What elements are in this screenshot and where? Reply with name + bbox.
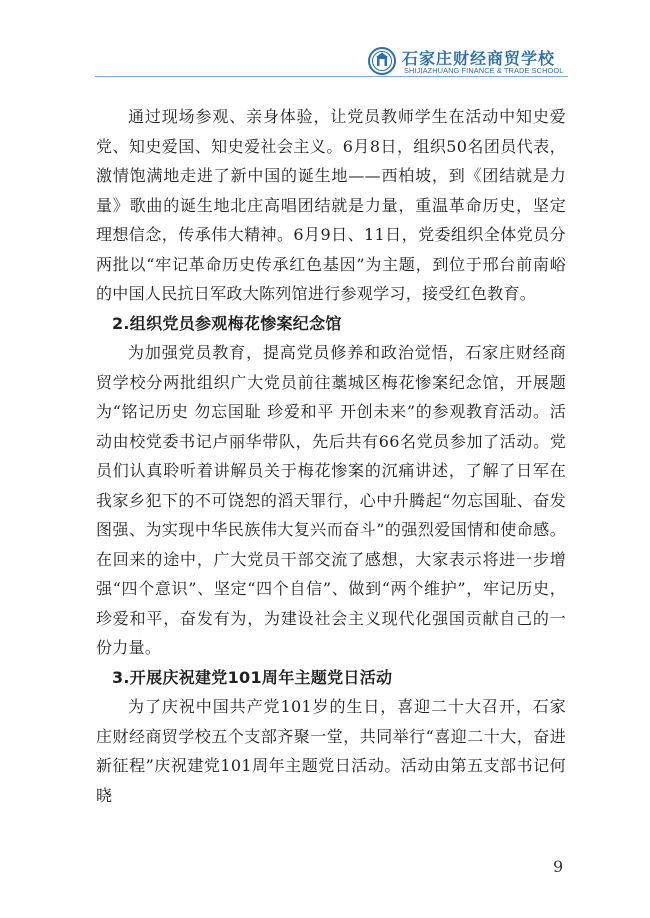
page-number: 9 bbox=[553, 857, 564, 876]
paragraph-3: 为了庆祝中国共产党101岁的生日，喜迎二十大召开，石家庄财经商贸学校五个支部齐聚一堂，共同举行“喜迎二十大，奋进新征程”庆祝建党101周年主题党日活动。活动由第五支部书记何晓 bbox=[96, 697, 566, 805]
paragraph-1: 通过现场参观、亲身体验，让党员教师学生在活动中知史爱党、知史爱国、知史爱社会主义。6月8日，组织50名团员代表，激情饱满地走进了新中国的诞生地——西柏坡，到《团结就是力量》歌曲的诞生地北庄高唱团结就是力量，重温革命历史，坚定理想信念，传承伟大精神。6月9日、11日，党委组织全体党员分两批以“牢记革命历史传承红色基因”为主题，到位于邢台前南峪的中国人民抗日军政大陈列馆进行参观学习，接受红色教育。 bbox=[96, 107, 566, 303]
page-header bbox=[368, 44, 568, 84]
document-body bbox=[96, 102, 566, 810]
school-emblem-icon bbox=[368, 47, 396, 75]
school-name-cn: 石家庄财经商贸学校 bbox=[402, 49, 556, 68]
section-heading-3: 3.开展庆祝建党101周年主题党日活动 bbox=[112, 667, 393, 687]
header-divider bbox=[95, 76, 568, 77]
school-name-en: SHIJIAZHUANG FINANCE & TRADE SCHOOL bbox=[404, 66, 564, 75]
paragraph-2: 为加强党员教育，提高党员修养和政治觉悟，石家庄财经商贸学校分两批组织广大党员前往藁城区梅花惨案纪念馆，开展题为“铭记历史 勿忘国耻 珍爱和平 开创未来”的参观教育活动。活动由校党委书记卢丽华带队，先后共有66名党员参加了活动。党员们认真聆听着讲解员关于梅花惨案的沉痛讲述，了解了日军在我家乡犯下的不可饶恕的滔天罪行，心中升腾起“勿忘国耻、奋发图强、为实现中华民族伟大复兴而奋斗”的强烈爱国情和使命感。在回来的途中，广大党员干部交流了感想，大家表示将进一步增强“四个意识”、坚定“四个自信”、做到“两个维护”，牢记历史，珍爱和平，奋发有为，为建设社会主义现代化强国贡献自己的一份力量。 bbox=[96, 343, 566, 657]
section-heading-2: 2.组织党员参观梅花惨案纪念馆 bbox=[112, 313, 342, 333]
